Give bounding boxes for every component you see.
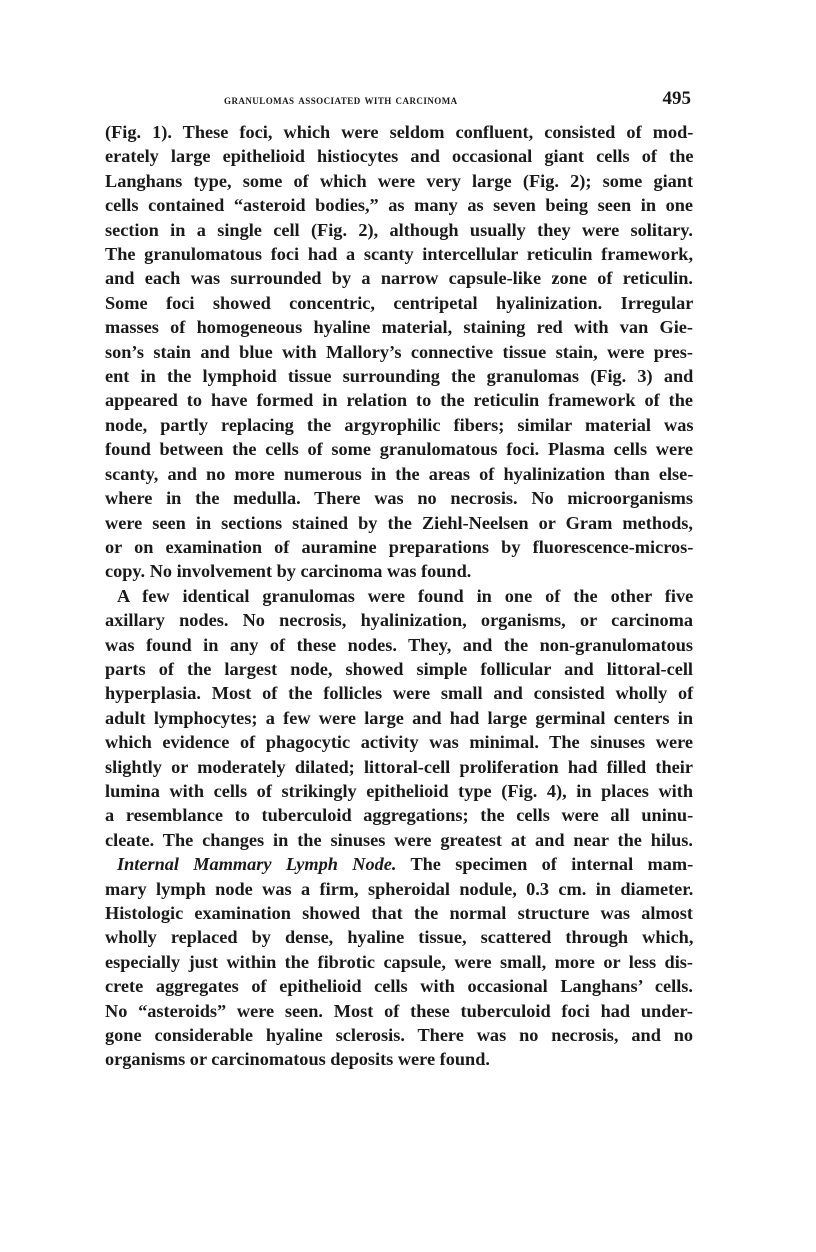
text-line: lumina with cells of strikingly epithelioid type (Fig. 4), in places with [105,780,693,801]
text-line: Some foci showed concentric, centripetal hyalinization. Irregular [105,292,694,313]
text-line: hyperplasia. Most of the follicles were small and consisted wholly of [105,683,694,704]
text-line: Histologic examination showed that the normal structure was almost [105,903,693,923]
text-line: appeared to have formed in relation to the reticulin framework of the [105,390,693,411]
text-line: crete aggregates of epithelioid cells with occasional Langhans’ cells. [105,976,693,997]
running-header [105,88,693,118]
text-line [105,852,693,876]
section-heading-run-in: Internal Mammary Lymph Node. [117,854,397,875]
text-line: scanty, and no more numerous in the areas of hyalinization than else- [105,463,694,484]
text-line: cleate. The changes in the sinuses were greatest at and near the hilus. [105,829,693,850]
text-line: section in a single cell (Fig. 2), although usually they were solitary. [105,219,693,240]
page [105,88,693,1072]
text-line: was found in any of these nodes. They, and the non-granulomatous [105,634,693,655]
text-line: masses of homogeneous hyaline material, staining red with van Gie- [105,317,693,338]
text-line: were seen in sections stained by the Ziehl-Neelsen or Gram methods, [105,512,693,533]
text-line: son’s stain and blue with Mallory’s connective tissue stain, were pres- [105,341,693,362]
text-line: (Fig. 1). These foci, which were seldom confluent, consisted of mod- [105,122,694,142]
text-line: ent in the lymphoid tissue surrounding the granulomas (Fig. 3) and [105,366,694,387]
text-line: cells contained “asteroid bodies,” as many as seven being seen in one [105,195,693,216]
text-line: or on examination of auramine preparations by fluorescence-micros- [105,536,694,557]
text-line: mary lymph node was a firm, spheroidal nodule, 0.3 cm. in diameter. [105,878,694,899]
text-line: Langhans type, some of which were very large (Fig. 2); some giant [105,170,694,191]
text-line: gone considerable hyaline sclerosis. There was no necrosis, and no [105,1025,694,1046]
body-paragraph-1 [105,120,693,584]
text-line: axillary nodes. No necrosis, hyalinization, organisms, or carcinoma [105,610,693,631]
page-number: 495 [662,88,691,109]
text-fragment: The specimen of internal mam- [396,854,694,875]
text-line: copy. No involvement by carcinoma was found. [105,561,472,582]
text-line: a resemblance to tuberculoid aggregations; the cells were all uninu- [105,805,694,826]
running-title: granulomas associated with carcinoma [224,92,458,107]
text-line: found between the cells of some granulomatous foci. Plasma cells were [105,439,693,460]
text-line: and each was surrounded by a narrow capsule-like zone of reticulin. [105,268,693,289]
text-line: A few identical granulomas were found in one of the other five [117,585,694,606]
text-line: where in the medulla. There was no necrosis. No microorganisms [105,488,693,509]
text-line: slightly or moderately dilated; littoral-cell proliferation had filled their [105,756,693,777]
text-line: No “asteroids” were seen. Most of these tuberculoid foci had under- [105,1000,693,1021]
text-line: node, partly replacing the argyrophilic fibers; similar material was [105,414,694,435]
text-line: parts of the largest node, showed simple follicular and littoral-cell [105,658,693,679]
text-line: The granulomatous foci had a scanty intercellular reticulin framework, [105,244,694,265]
body-paragraph-2 [105,584,693,852]
text-line: adult lymphocytes; a few were large and had large germinal centers in [105,707,693,728]
body-paragraph-3 [105,852,693,1072]
text-line: especially just within the fibrotic capsule, were small, more or less dis- [105,951,693,972]
text-line: erately large epithelioid histiocytes and occasional giant cells of the [105,146,694,167]
text-line: which evidence of phagocytic activity was minimal. The sinuses were [105,732,693,753]
text-line: wholly replaced by dense, hyaline tissue, scattered through which, [105,927,694,948]
text-line: organisms or carcinomatous deposits were found. [105,1049,490,1070]
